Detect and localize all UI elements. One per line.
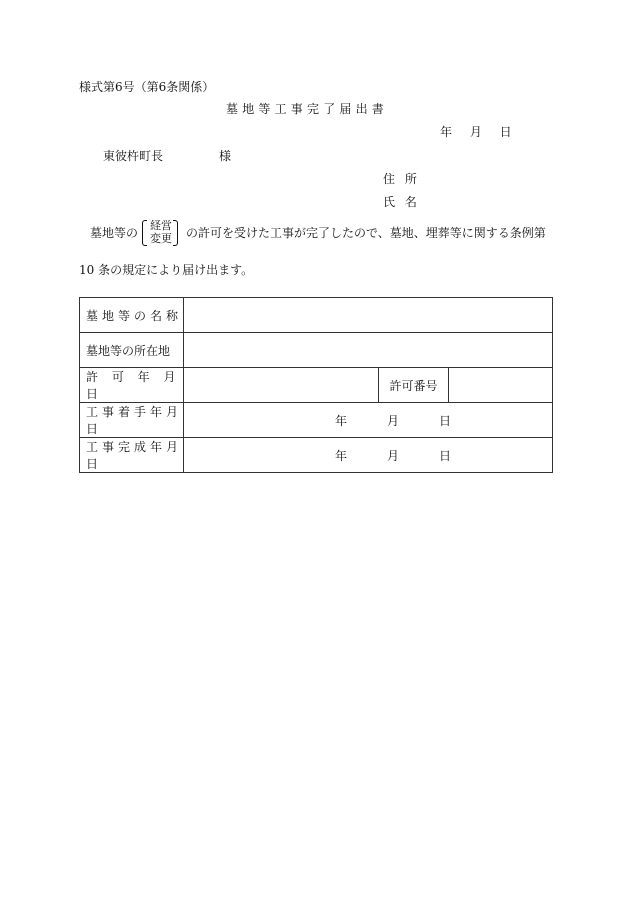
honorific: 様 (219, 149, 232, 163)
addressee: 東彼杵町長 (103, 149, 164, 163)
year-label: 年 (334, 413, 347, 428)
body-text-line2: 10 条の規定により届け出ます。 (79, 263, 254, 277)
bracket-right (173, 220, 178, 246)
option-bracket (142, 220, 178, 246)
table-row (80, 368, 553, 403)
cemetery-name-field[interactable] (184, 298, 553, 333)
month-label: 月 (387, 413, 400, 428)
document-title: 墓地等工事完了届出書 (226, 102, 389, 116)
permit-date-field[interactable] (184, 368, 379, 403)
option-management: 経営 (150, 219, 172, 232)
cemetery-name-label: 墓地等の名称 (80, 298, 184, 333)
cemetery-location-label: 墓地等の所在地 (80, 333, 184, 368)
name-label: 氏 名 (383, 195, 417, 209)
permit-number-field[interactable] (449, 368, 553, 403)
body-text-prefix: 墓地等の (90, 226, 139, 240)
bracket-left (142, 220, 147, 246)
form-number: 様式第6号（第6条関係） (79, 80, 215, 94)
permit-date-label: 許 可 年 月 日 (80, 368, 184, 403)
year-label: 年 (334, 448, 347, 463)
permit-number-label: 許可番号 (379, 368, 449, 403)
construction-complete-field[interactable] (184, 438, 553, 473)
day-label: 日 (439, 448, 452, 463)
address-label: 住 所 (383, 172, 417, 186)
body-text: の許可を受けた工事が完了したので、墓地、埋葬等に関する条例第 (186, 226, 546, 240)
table-row (80, 298, 553, 333)
table-row (80, 438, 553, 473)
table-row (80, 333, 553, 368)
construction-start-field[interactable] (184, 403, 553, 438)
cemetery-location-field[interactable] (184, 333, 553, 368)
day-label: 日 (439, 413, 452, 428)
info-table (79, 297, 553, 473)
construction-complete-label: 工事完成年月日 (80, 438, 184, 473)
table-row (80, 403, 553, 438)
option-change: 変更 (150, 232, 172, 245)
construction-start-label: 工事着手年月日 (80, 403, 184, 438)
month-label: 月 (387, 448, 400, 463)
submission-date: 年 月 日 (440, 125, 512, 139)
